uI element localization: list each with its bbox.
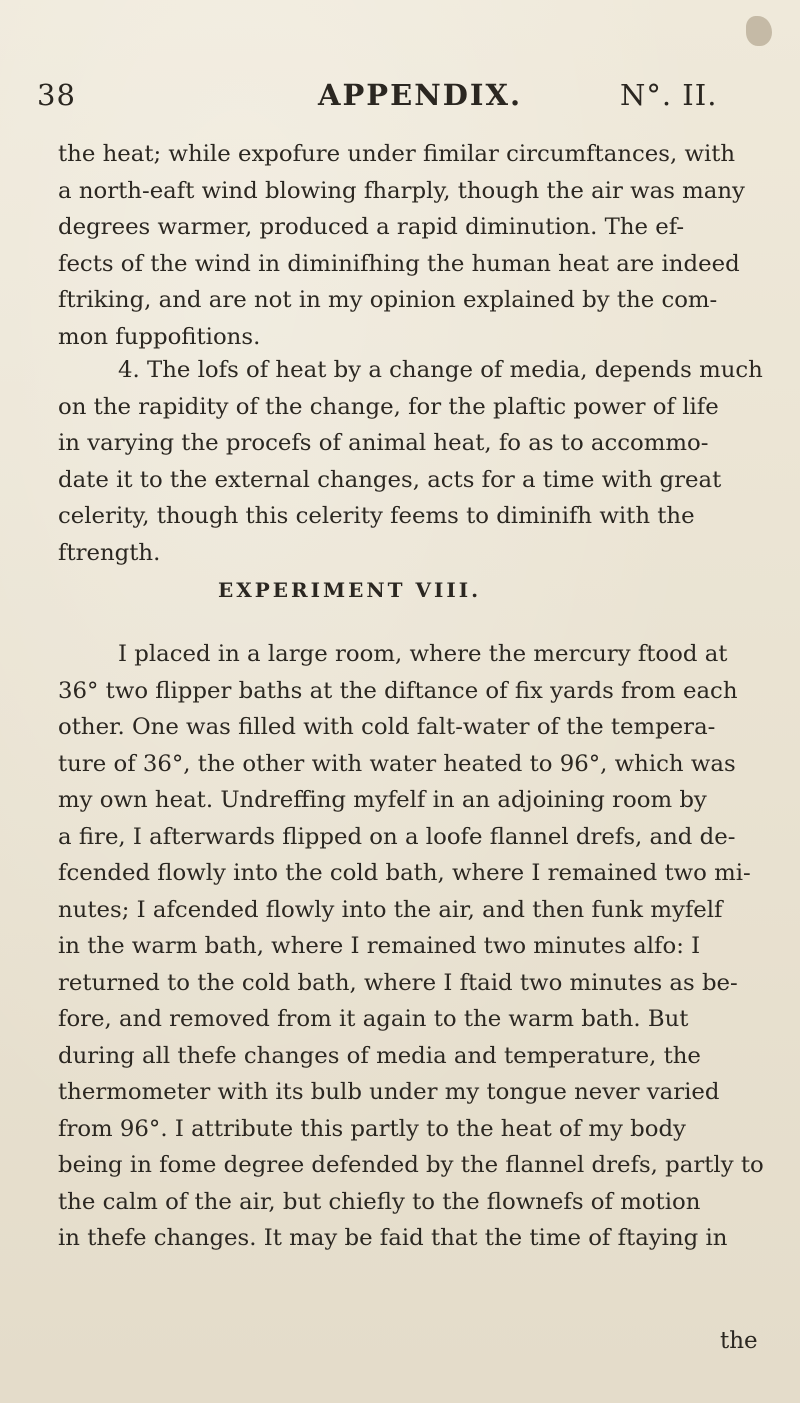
text-line: returned to the cold bath, where I ftaid two minutes as be- bbox=[58, 969, 738, 996]
text-line: 4. The lofs of heat by a change of media, depends much bbox=[118, 357, 763, 383]
text-line: mon fuppofitions. bbox=[58, 323, 261, 350]
text-line: a north-eaft wind blowing fharply, though the air was many bbox=[58, 177, 745, 204]
text-line: degrees warmer, produced a rapid diminution. The ef- bbox=[58, 214, 685, 240]
text-line: 36° two flipper baths at the diftance of fix yards from each bbox=[58, 677, 738, 704]
text-line: during all thefe changes of media and temperature, the bbox=[58, 1042, 701, 1069]
text-line: I placed in a large room, where the mercury ftood at bbox=[118, 641, 728, 667]
text-line: thermometer with its bulb under my tongue never varied bbox=[58, 1079, 720, 1105]
text-line: celerity, though this celerity feems to diminifh with the bbox=[58, 503, 695, 529]
text-line: other. One was filled with cold falt-water of the tempera- bbox=[58, 714, 716, 740]
text-line: ftrength. bbox=[58, 539, 161, 566]
text-line: date it to the external changes, acts for a time with great bbox=[58, 466, 722, 493]
text-line: the calm of the air, but chiefly to the flownefs of motion bbox=[58, 1188, 701, 1215]
page-number: 38 bbox=[37, 78, 76, 112]
text-line: in the warm bath, where I remained two minutes alfo: I bbox=[58, 933, 701, 959]
paragraph-1 bbox=[58, 136, 748, 355]
text-line: in varying the procefs of animal heat, fo as to accommo- bbox=[58, 430, 709, 456]
running-header bbox=[0, 78, 800, 118]
header-title: APPENDIX. bbox=[318, 78, 523, 112]
catchword: the bbox=[720, 1328, 758, 1354]
text-line: ftriking, and are not in my opinion explained by the com- bbox=[58, 287, 718, 313]
paragraph-2 bbox=[58, 352, 763, 571]
text-line: in thefe changes. It may be faid that the time of ftaying in bbox=[58, 1225, 728, 1251]
text-line: a fire, I afterwards flipped on a loofe flannel drefs, and de- bbox=[58, 823, 736, 850]
text-line: on the rapidity of the change, for the plaftic power of life bbox=[58, 393, 719, 420]
experiment-heading: EXPERIMENT VIII. bbox=[218, 578, 482, 602]
text-line: ture of 36°, the other with water heated to 96°, which was bbox=[58, 750, 736, 777]
page-blemish bbox=[746, 16, 772, 46]
text-line: fcended flowly into the cold bath, where I remained two mi- bbox=[58, 860, 751, 886]
text-line: fects of the wind in diminifhing the human heat are indeed bbox=[58, 250, 740, 277]
paragraph-3 bbox=[58, 636, 764, 1257]
text-line: the heat; while expofure under fimilar circumftances, with bbox=[58, 141, 736, 167]
text-line: fore, and removed from it again to the warm bath. But bbox=[58, 1006, 689, 1032]
text-line: from 96°. I attribute this partly to the heat of my body bbox=[58, 1115, 686, 1142]
text-line: being in fome degree defended by the flannel drefs, partly to bbox=[58, 1152, 764, 1178]
text-line: nutes; I afcended flowly into the air, and then funk myfelf bbox=[58, 896, 723, 923]
text-line: my own heat. Undreffing myfelf in an adjoining room by bbox=[58, 787, 707, 813]
header-section: N°. II. bbox=[620, 78, 718, 112]
